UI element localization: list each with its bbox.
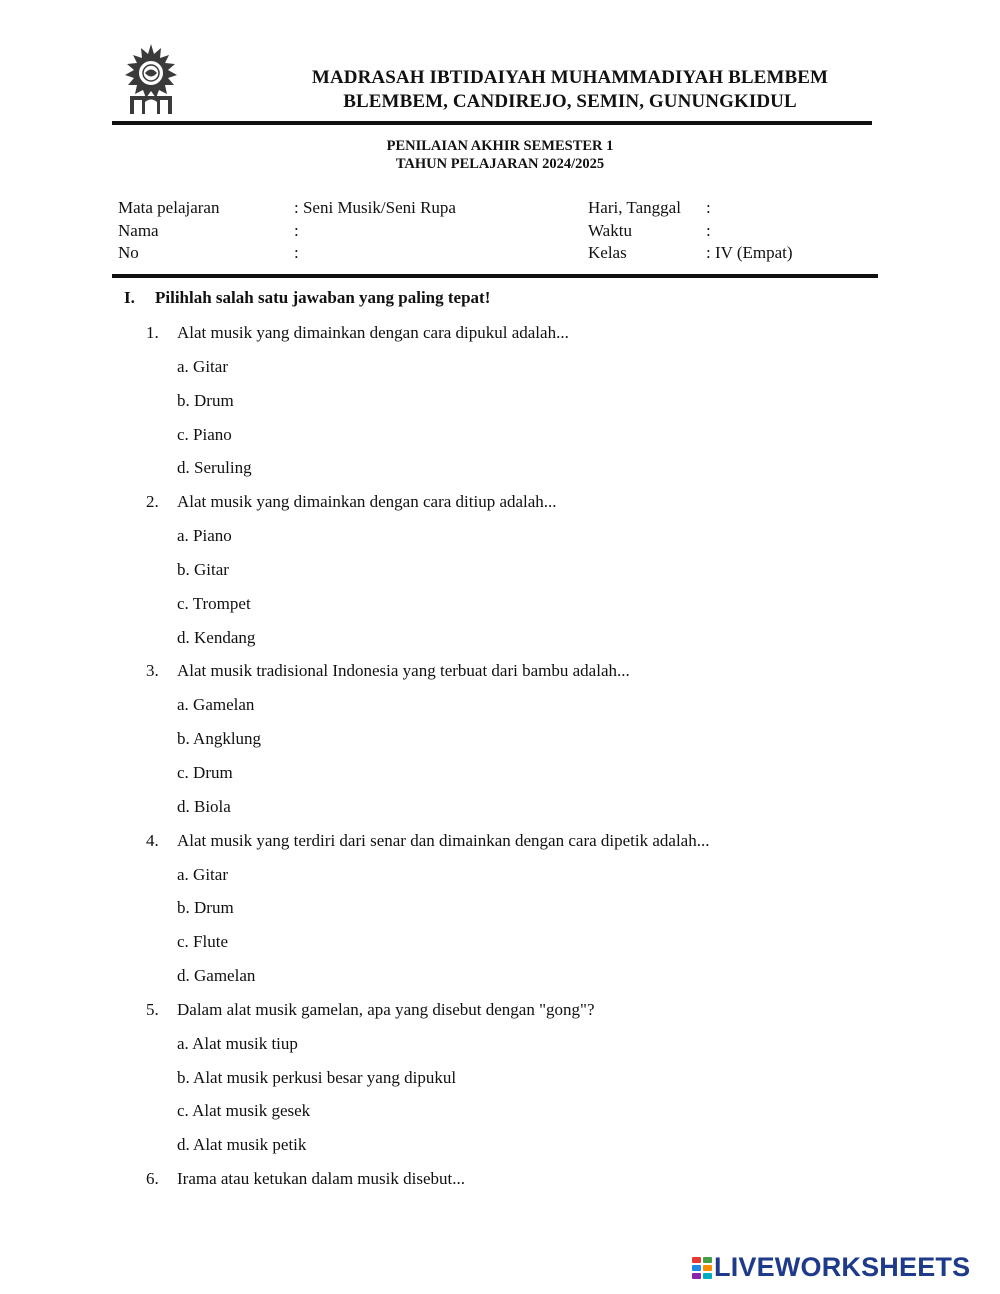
answer-option-label: b. Drum: [177, 898, 234, 918]
brand-text: LIVEWORKSHEETS: [714, 1252, 971, 1282]
question-item: [146, 1168, 906, 1202]
liveworksheets-brand: [692, 1252, 992, 1282]
logo-square: [692, 1265, 701, 1271]
section-instruction: Pilihlah salah satu jawaban yang paling tepat!: [155, 288, 491, 307]
subject-label: Mata pelajaran: [118, 198, 220, 217]
answer-option[interactable]: [146, 525, 906, 559]
answer-option[interactable]: [146, 390, 906, 424]
answer-option[interactable]: [146, 931, 906, 965]
answer-option[interactable]: [146, 1033, 906, 1067]
answer-option[interactable]: [146, 627, 906, 661]
answer-option[interactable]: [146, 1067, 906, 1101]
answer-option-label: a. Gamelan: [177, 695, 255, 715]
answer-option[interactable]: [146, 965, 906, 999]
name-label: Nama: [118, 220, 159, 240]
answer-option[interactable]: [146, 694, 906, 728]
answer-option-label: a. Piano: [177, 526, 232, 546]
answer-option[interactable]: [146, 762, 906, 796]
answer-option-label: c. Piano: [177, 424, 232, 444]
question-item: [146, 322, 906, 356]
time-label: Waktu: [588, 220, 632, 240]
answer-option[interactable]: [146, 1134, 906, 1168]
answer-option[interactable]: [146, 356, 906, 390]
answer-option[interactable]: [146, 864, 906, 898]
answer-option-label: b. Alat musik perkusi besar yang dipukul: [177, 1067, 457, 1087]
answer-option[interactable]: [146, 897, 906, 931]
answer-option-label: a. Gitar: [177, 864, 228, 884]
student-info-table: [118, 198, 878, 266]
subject-value: : Seni Musik/Seni Rupa: [294, 198, 456, 217]
answer-option-label: d. Gamelan: [177, 965, 256, 985]
question-number: 4.: [146, 830, 159, 850]
answer-option-label: c. Flute: [177, 932, 228, 952]
info-row: [118, 243, 878, 266]
question-item: [146, 491, 906, 525]
answer-option-label: a. Alat musik tiup: [177, 1033, 298, 1053]
question-item: [146, 830, 906, 864]
question-list: [146, 322, 906, 1202]
answer-option[interactable]: [146, 593, 906, 627]
school-header: [200, 66, 940, 114]
question-text: Dalam alat musik gamelan, apa yang disebut dengan "gong"?: [177, 999, 595, 1019]
question-number: 2.: [146, 492, 159, 512]
logo-square: [692, 1273, 701, 1279]
answer-option-label: d. Alat musik petik: [177, 1135, 307, 1155]
answer-option-label: b. Gitar: [177, 559, 229, 579]
date-label: Hari, Tanggal: [588, 198, 681, 217]
answer-option[interactable]: [146, 728, 906, 762]
logo-square: [703, 1257, 712, 1263]
school-address: BLEMBEM, CANDIREJO, SEMIN, GUNUNGKIDUL: [343, 91, 797, 112]
answer-option-label: c. Alat musik gesek: [177, 1101, 311, 1121]
exam-year: TAHUN PELAJARAN 2024/2025: [395, 156, 605, 172]
question-item: [146, 660, 906, 694]
answer-option-label: d. Kendang: [177, 627, 256, 647]
answer-option-label: d. Seruling: [177, 458, 252, 478]
date-value: :: [706, 198, 711, 217]
answer-option-label: a. Gitar: [177, 357, 228, 376]
answer-option-label: c. Trompet: [177, 593, 251, 613]
liveworksheets-logo-icon: [692, 1257, 712, 1279]
answer-option[interactable]: [146, 457, 906, 491]
answer-option[interactable]: [146, 559, 906, 593]
answer-option[interactable]: [146, 796, 906, 830]
muhammadiyah-emblem-icon: [120, 42, 182, 116]
answer-option-label: b. Angklung: [177, 729, 262, 749]
name-value: :: [294, 220, 299, 240]
answer-option[interactable]: [146, 1100, 906, 1134]
section-number: I.: [124, 288, 135, 307]
question-text: Alat musik yang dimainkan dengan cara dipukul adalah...: [177, 323, 569, 342]
no-value: :: [294, 243, 299, 262]
question-text: Alat musik yang dimainkan dengan cara ditiup adalah...: [177, 492, 557, 512]
question-text: Alat musik yang terdiri dari senar dan dimainkan dengan cara dipetik adalah...: [177, 830, 710, 850]
question-number: 5.: [146, 999, 159, 1019]
question-number: 1.: [146, 323, 159, 342]
question-text: Alat musik tradisional Indonesia yang terbuat dari bambu adalah...: [177, 661, 630, 681]
time-value: :: [706, 220, 711, 240]
class-value: : IV (Empat): [706, 243, 793, 262]
answer-option-label: b. Drum: [177, 390, 234, 410]
school-name: MADRASAH IBTIDAIYAH MUHAMMADIYAH BLEMBEM: [311, 67, 829, 88]
question-item: [146, 999, 906, 1033]
question-number: 3.: [146, 661, 159, 681]
no-label: No: [118, 243, 139, 262]
header-divider: [112, 121, 872, 125]
answer-option[interactable]: [146, 424, 906, 458]
logo-square: [703, 1265, 712, 1271]
exam-title-block: [200, 137, 800, 173]
question-text: Irama atau ketukan dalam musik disebut...: [177, 1168, 465, 1188]
info-divider: [112, 274, 878, 278]
question-number: 6.: [146, 1168, 159, 1188]
answer-option-label: d. Biola: [177, 796, 231, 816]
info-row: [118, 198, 878, 221]
logo-square: [692, 1257, 701, 1263]
exam-title: PENILAIAN AKHIR SEMESTER 1: [386, 138, 614, 154]
logo-square: [703, 1273, 712, 1279]
class-label: Kelas: [588, 243, 627, 262]
answer-option-label: c. Drum: [177, 762, 233, 782]
info-row: [118, 221, 878, 244]
section-heading: [124, 288, 490, 308]
